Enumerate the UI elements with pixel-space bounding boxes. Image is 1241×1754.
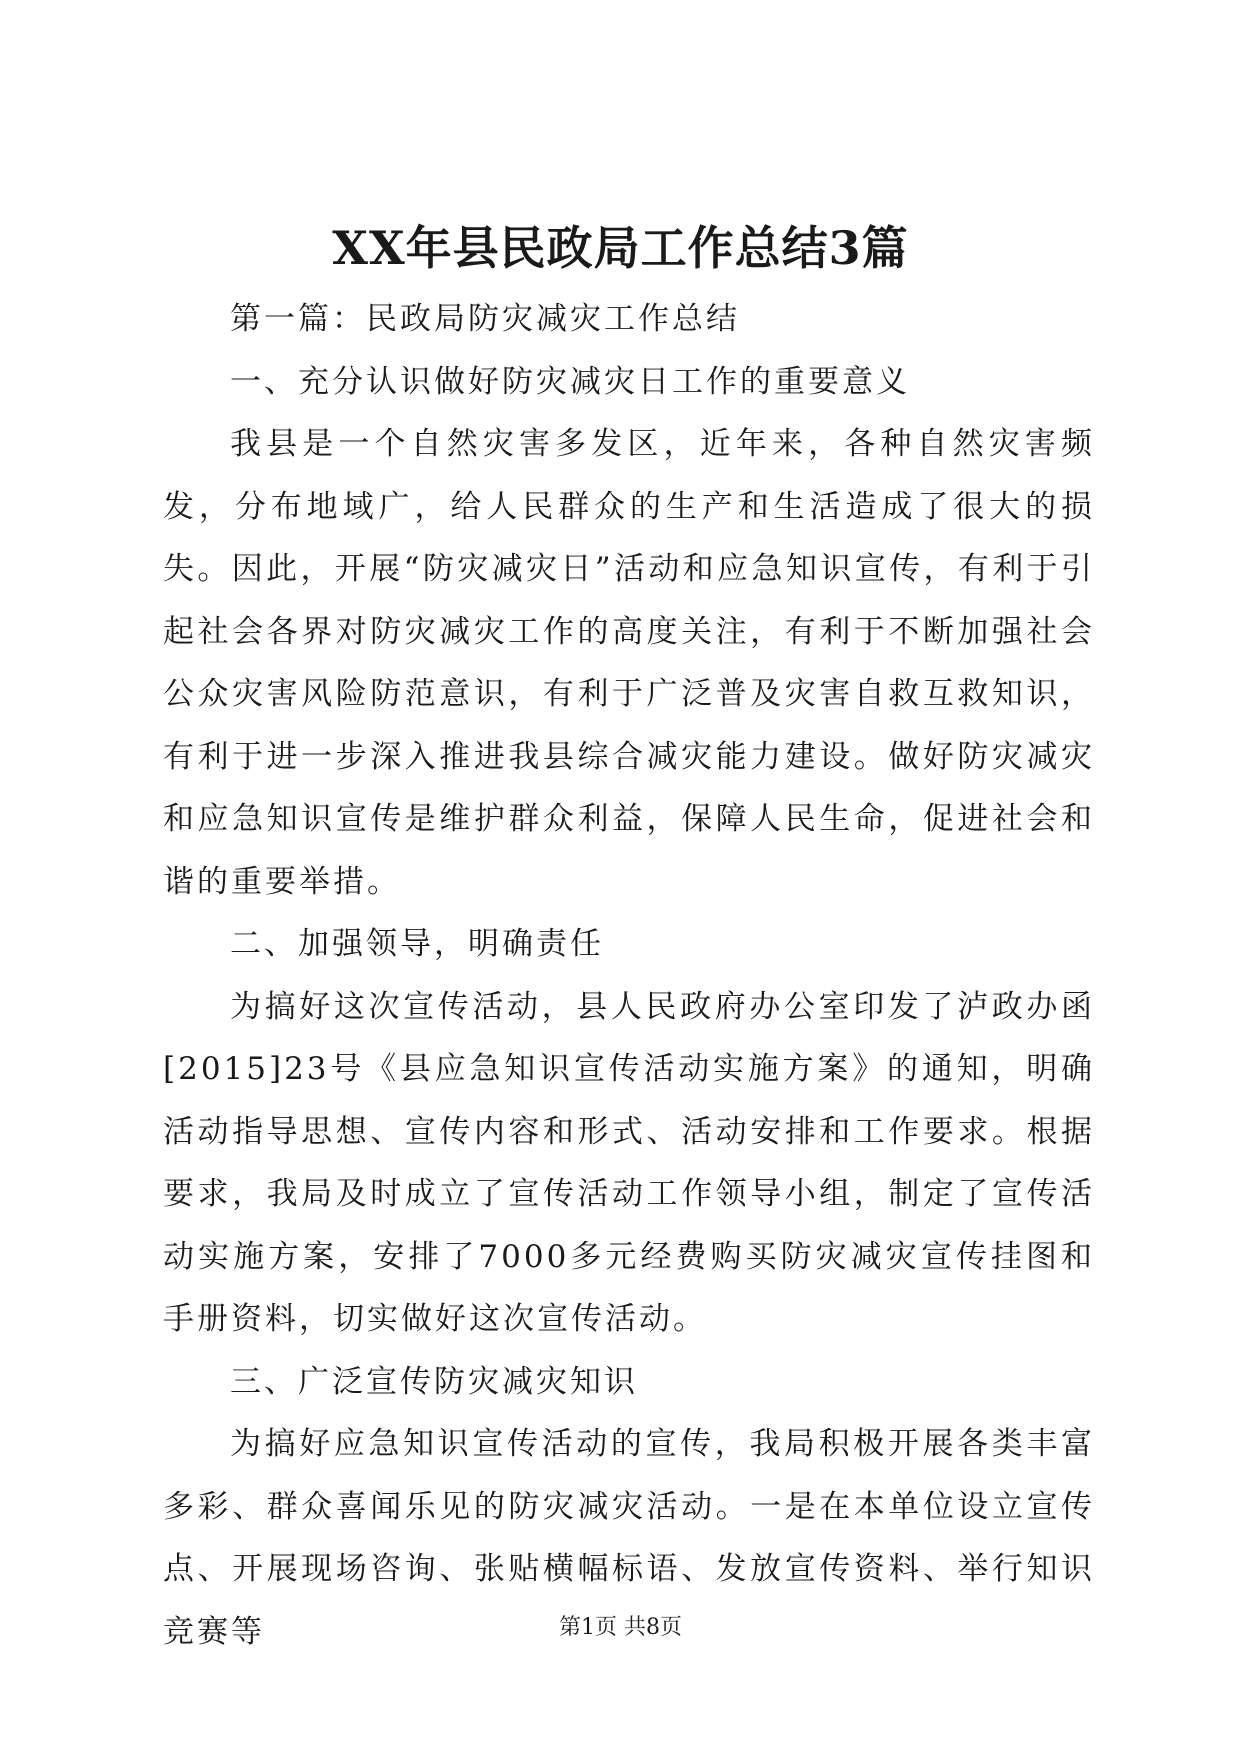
body-paragraph-3: 为搞好应急知识宣传活动的宣传，我局积极开展各类丰富多彩、群众喜闻乐见的防灾减灾活动。一是在本单位设立宣传点、开展现场咨询、张贴横幅标语、发放宣传资料、举行知识竞赛等 — [163, 1426, 1095, 1650]
section-heading-2: 二、加强领导，明确责任 — [230, 926, 604, 962]
page-number-footer: 第1页 共8页 — [559, 1615, 682, 1640]
section-heading-3: 三、广泛宣传防灾减灾知识 — [230, 1363, 638, 1400]
document-title: XX年县民政局工作总结3篇 — [332, 221, 909, 275]
section-heading-1: 一、充分认识做好防灾减灾日工作的重要意义 — [230, 363, 910, 400]
body-paragraph-2: 为搞好这次宣传活动，县人民政府办公室印发了泸政办函[2015]23号《县应急知识宣传活动实施方案》的通知，明确活动指导思想、宣传内容和形式、活动安排和工作要求。根据要求，我局及时成立了宣传活动工作领导小组，制定了宣传活动实施方案，安排了7000多元经费购买防灾减灾宣传挂图和手册资料，切实做好这次宣传活动。 — [163, 988, 1095, 1337]
section-heading-part-one: 第一篇：民政局防灾减灾工作总结 — [230, 301, 740, 337]
body-paragraph-1: 我县是一个自然灾害多发区，近年来，各种自然灾害频发，分布地域广，给人民群众的生产和生活造成了很大的损失。因此，开展“防灾减灾日”活动和应急知识宣传，有利于引起社会各界对防灾减灾工作的高度关注，有利于不断加强社会公众灾害风险防范意识，有利于广泛普及灾害自救互救知识，有利于进一步深入推进我县综合减灾能力建设。做好防灾减灾和应急知识宣传是维护群众利益，保障人民生命，促进社会和谐的重要举措。 — [163, 426, 1095, 900]
document-body — [163, 288, 1095, 1663]
